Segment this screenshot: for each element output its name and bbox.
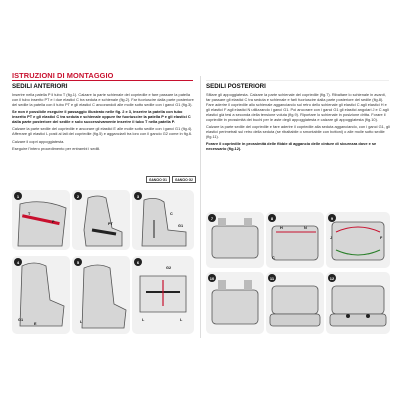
label-j: J	[330, 236, 333, 240]
label-e: E	[34, 322, 37, 326]
label-f: F	[380, 236, 383, 240]
figure-9-number: 9	[328, 214, 336, 222]
figure-5-number: 5	[74, 258, 82, 266]
rear-paragraph-3: Forare il copriedile in prossimità delle fibbie di aggancio delle cinture di sicurezza dove e se necessario (fig.12).	[206, 141, 377, 152]
rear-instructions	[206, 92, 390, 154]
figure-1	[12, 190, 70, 250]
label-t: T	[28, 212, 31, 216]
gancio-g1-label: GANCIO G1	[146, 176, 170, 183]
figure-1-number: 1	[14, 192, 22, 200]
figure-2	[72, 190, 130, 250]
front-seats-heading: SEDILI ANTERIORI	[12, 83, 68, 90]
label-g2: G2	[166, 266, 172, 270]
front-paragraph-5: Eseguire l'intero procedimento per entrambi i sedili.	[12, 145, 101, 151]
label-l-left: L	[142, 318, 145, 322]
figure-3	[132, 190, 194, 250]
figure-12	[326, 272, 390, 334]
label-pt: PT	[108, 222, 113, 226]
rear-paragraph-1: Sfilare gli appoggiatesta. Calzare la parte schienale del copriedile (fig.7). Ribaltare lo schienale in avanti, far passare gli elastici C tra seduta e schienale e farli fuoriuscire dalla parte posteriore del sedile (fig.8). Fare aderire il copriedile allo schienale agganciando sul retro dello schienale gli elastici C agli elastici H e gli elastici F agli elastici N utilizzando i ganci G1. Poi ancorare con i ganci G1 gli elastici angolari J e C agli elastici già tesi a seconda della tensione voluta (fig.9). Riportare lo schienale in posizione dritta. Forare il copriedile in prossimità dei buchi per le aste degli appoggiatesta e calzare gli appoggiatesta (fig.10).	[206, 92, 389, 122]
seat-backrest-icon	[72, 190, 130, 250]
figure-10-number: 10	[209, 275, 215, 281]
label-n: N	[304, 226, 307, 230]
figure-5	[72, 256, 130, 334]
figure-4	[12, 256, 70, 334]
label-g1: G1	[178, 224, 184, 228]
gancio-g2-label: GANCIO G2	[172, 176, 196, 183]
figure-8	[266, 212, 324, 268]
label-l: L	[80, 320, 83, 324]
front-paragraph-3: Calzare la parte sedile del copriedile e ancorare gli elastici E alle molle sotto sedile con i ganci G1 (fig.4). Afferrare gli elastici L posti ai lati del copriedile (fig.5) e agganciarli tra loro con il gancio G2 come in fig.6.	[12, 126, 193, 137]
title-rule	[12, 80, 193, 81]
seat-cushion-icon	[12, 256, 70, 334]
front-instructions	[12, 92, 194, 153]
figure-2-number: 2	[74, 192, 82, 200]
rear-headrest-icon	[206, 272, 264, 334]
rear-paragraph-2: Calzare la parte sedile del copriedile e fare aderire il copriedile alla seduta agganciando, con i ganci G1, gli elastici perimetrali sul retro della seduta (se ribaltabile o smontabile con bottoni) o alle molle sotto sedile (fig.11).	[206, 124, 390, 140]
figure-6-number: 6	[134, 258, 142, 266]
figure-3-number: 3	[134, 192, 142, 200]
figure-8-number: 8	[268, 214, 276, 222]
label-c: C	[170, 212, 173, 216]
rear-seats-heading: SEDILI POSTERIORI	[206, 83, 266, 90]
front-paragraph-2: Se non è possibile eseguire il passaggio illustrato nelle fig. 2 e 3, inserire la patella con tubo inserito PT e gli elastici C tra seduta e schienale oppure far fuoriuscire la patella P e gli elastici C dalla parte posteriore del sedile e solo successivamente inserire il tubo T nella patella P.	[12, 109, 191, 125]
seat-tube-icon	[12, 190, 70, 250]
figure-6	[132, 256, 194, 334]
column-divider	[200, 76, 201, 338]
rear-bench-back-icon	[326, 212, 390, 268]
seat-underside-icon	[132, 256, 194, 334]
label-l-right: L	[180, 318, 183, 322]
rear-seatbelt-icon	[326, 272, 390, 334]
figure-11	[266, 272, 324, 334]
figure-4-number: 4	[14, 258, 22, 266]
figure-10	[206, 272, 264, 334]
rear-seat-cushion-icon	[266, 272, 324, 334]
rear-bench-icon	[206, 212, 264, 268]
figure-11-number: 11	[269, 275, 275, 281]
label-h: H	[280, 226, 283, 230]
page-title: ISTRUZIONI DI MONTAGGIO	[12, 71, 114, 80]
label-c-fig8: C	[272, 256, 275, 260]
label-g1-fig4: G1	[18, 318, 24, 322]
figure-7	[206, 212, 264, 268]
figure-9	[326, 212, 390, 268]
seat-rear-icon	[132, 190, 194, 250]
figure-7-number: 7	[208, 214, 216, 222]
front-paragraph-4: Calzare il copri appoggiatesta.	[12, 138, 65, 144]
figure-12-number: 12	[329, 275, 335, 281]
rear-rule	[206, 80, 389, 81]
label-p: P	[52, 220, 55, 224]
front-paragraph-1: Inserire nella patella P il tubo T (fig.1). Calzare la parte schienale del copriedile e fare passare la patella con il tubo inserito PT e i due elastici C tra seduta e schienale (fig.2). Far fuoriuscire dalla parte posteriore del sedile la patella con il tubo PT e gli elastici C ancorandoli alle molle sotto sedile con i ganci G1 (fig.3).	[12, 92, 194, 107]
